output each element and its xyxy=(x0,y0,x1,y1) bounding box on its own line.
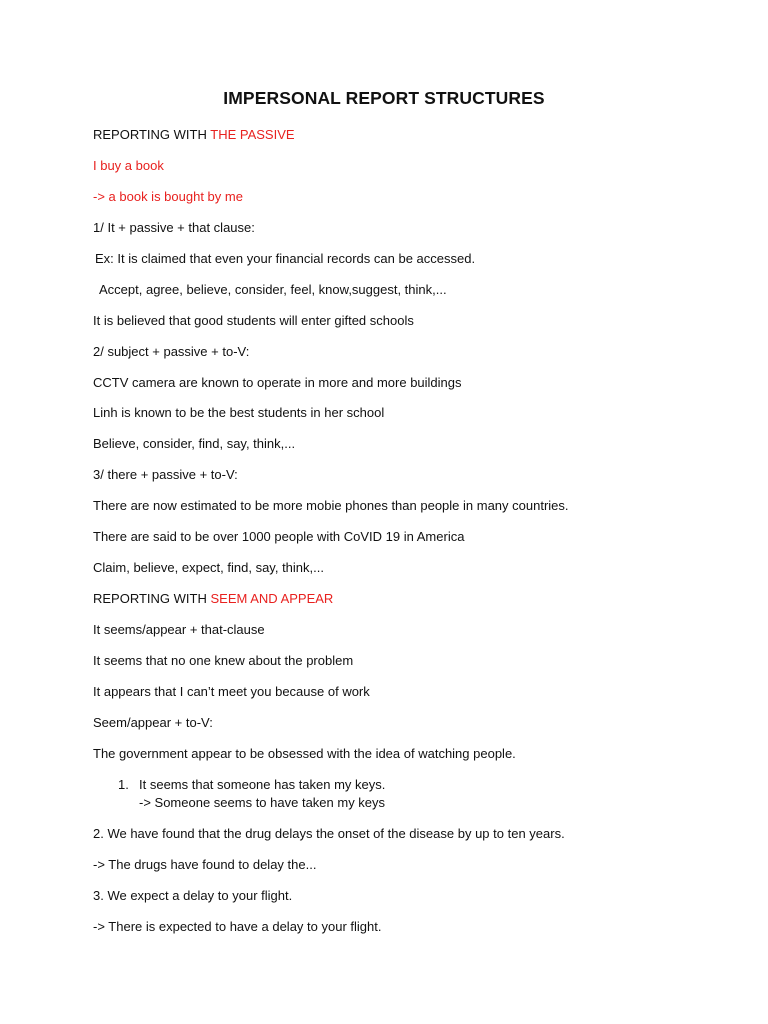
structure3-heading: 3/ there + passive + to-V: xyxy=(93,467,238,482)
structure3-example1: There are now estimated to be more mobie phones than people in many countries. xyxy=(93,498,569,513)
exercise-item-2: 2. We have found that the drug delays the onset of the disease by up to ten years. xyxy=(93,826,565,841)
structure1-verbs: Accept, agree, believe, consider, feel, know,suggest, think,... xyxy=(99,282,447,297)
list-text: It seems that someone has taken my keys. xyxy=(139,777,386,792)
exercise-item-2-answer: -> The drugs have found to delay the... xyxy=(93,857,317,872)
list-number: 1. xyxy=(118,777,129,792)
exercise-item-1-answer: -> Someone seems to have taken my keys xyxy=(139,795,386,810)
section-heading-seem-appear xyxy=(93,590,333,608)
exercise-item-1 xyxy=(118,776,385,794)
heading-prefix: REPORTING WITH xyxy=(93,127,211,142)
structure2-heading: 2/ subject + passive + to-V: xyxy=(93,344,250,359)
structure3-example2: There are said to be over 1000 people with CoVID 19 in America xyxy=(93,529,465,544)
section-heading-passive xyxy=(93,126,295,144)
seem-pattern2: Seem/appear + to-V: xyxy=(93,715,213,730)
structure2-verbs: Believe, consider, find, say, think,... xyxy=(93,436,296,451)
exercise-item-3: 3. We expect a delay to your flight. xyxy=(93,888,293,903)
seem-example3: The government appear to be obsessed with the idea of watching people. xyxy=(93,746,516,761)
structure2-example1: CCTV camera are known to operate in more and more buildings xyxy=(93,375,462,390)
example-active: I buy a book xyxy=(93,158,164,173)
heading-highlight: SEEM AND APPEAR xyxy=(210,591,334,606)
seem-pattern1: It seems/appear + that-clause xyxy=(93,622,265,637)
heading-prefix: REPORTING WITH xyxy=(93,591,211,606)
structure1-example2: It is believed that good students will enter gifted schools xyxy=(93,313,414,328)
seem-example2: It appears that I can’t meet you because of work xyxy=(93,684,370,699)
structure2-example2: Linh is known to be the best students in her school xyxy=(93,405,385,420)
structure3-verbs: Claim, believe, expect, find, say, think,... xyxy=(93,560,324,575)
example-passive: -> a book is bought by me xyxy=(93,189,243,204)
structure1-example: Ex: It is claimed that even your financial records can be accessed. xyxy=(95,251,476,266)
structure1-heading: 1/ It + passive + that clause: xyxy=(93,220,255,235)
exercise-item-3-answer: -> There is expected to have a delay to your flight. xyxy=(93,919,382,934)
page-title: IMPERSONAL REPORT STRUCTURES xyxy=(223,88,545,108)
seem-example1: It seems that no one knew about the problem xyxy=(93,653,354,668)
heading-highlight: THE PASSIVE xyxy=(210,127,295,142)
